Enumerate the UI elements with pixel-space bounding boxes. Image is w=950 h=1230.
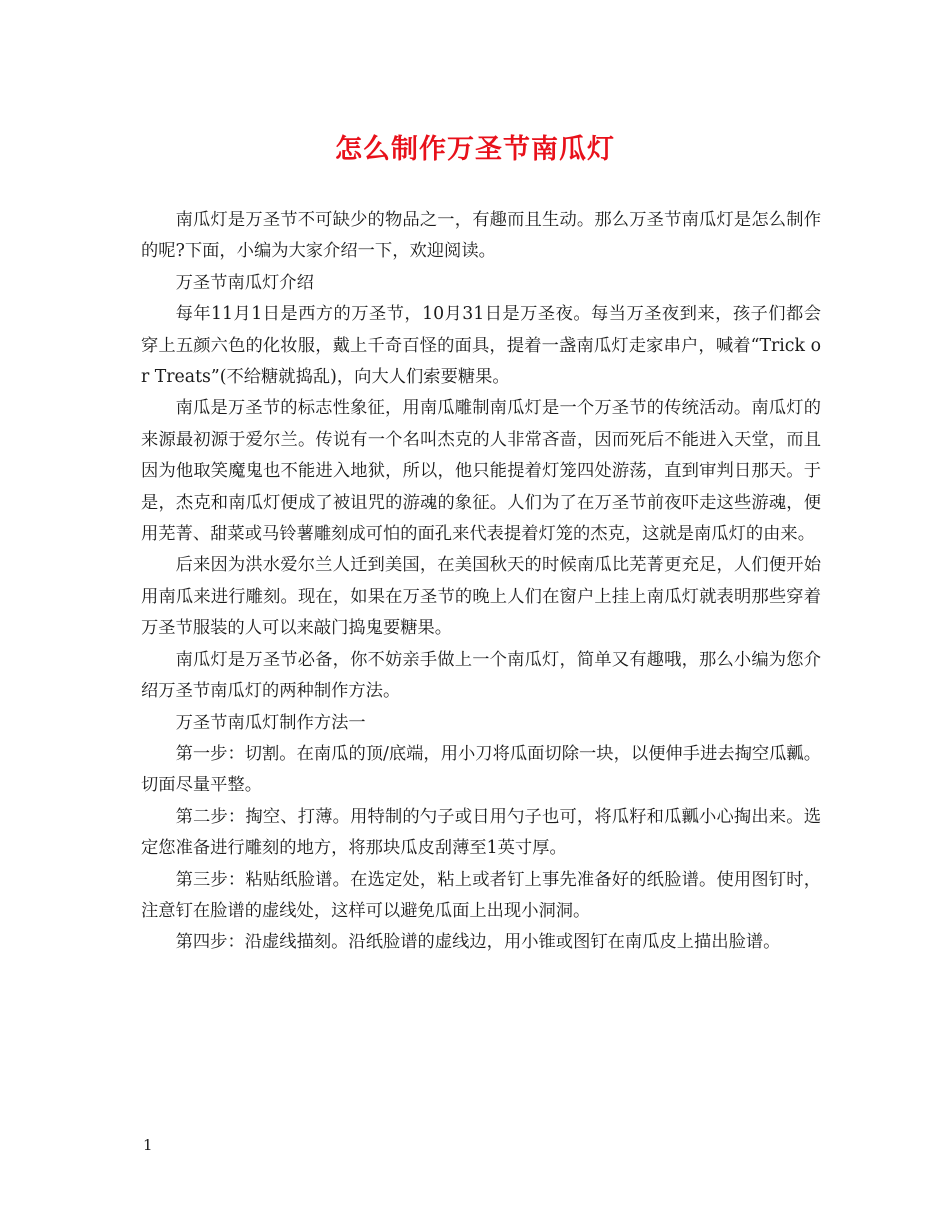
page-number: 1 [143,1136,153,1154]
paragraph-origin-legend: 南瓜是万圣节的标志性象征，用南瓜雕制南瓜灯是一个万圣节的传统活动。南瓜灯的来源最初源于爱尔兰。传说有一个名叫杰克的人非常吝啬，因而死后不能进入天堂，而且因为他取笑魔鬼也不能进入地狱，所以，他只能提着灯笼四处游荡，直到审判日那天。于是，杰克和南瓜灯便成了被诅咒的游魂的象征。人们为了在万圣节前夜吓走这些游魂，便用芜菁、甜菜或马铃薯雕刻成可怕的面孔来代表提着灯笼的杰克，这就是南瓜灯的由来。 [141,398,821,545]
paragraph-america-pumpkin: 后来因为洪水爱尔兰人迁到美国，在美国秋天的时候南瓜比芜菁更充足，人们便开始用南瓜来进行雕刻。现在，如果在万圣节的晚上人们在窗户上挂上南瓜灯就表明那些穿着万圣节服装的人可以来敲门捣鬼要糖果。 [141,555,821,639]
document-body [141,205,821,959]
section-heading-introduction: 万圣节南瓜灯介绍 [175,272,314,293]
paragraph-halloween-date: 每年11月1日是西方的万圣节，10月31日是万圣夜。每当万圣夜到来，孩子们都会穿上五颜六色的化妆服，戴上千奇百怪的面具，提着一盏南瓜灯走家串户，喊着“Trick or Treats”(不给糖就捣乱)，向大人们索要糖果。 [141,304,821,388]
step-two: 第二步：掏空、打薄。用特制的勺子或日用勺子也可，将瓜籽和瓜瓤小心掏出来。选定您准备进行雕刻的地方，将那块瓜皮刮薄至1英寸厚。 [141,806,821,859]
document-title: 怎么制作万圣节南瓜灯 [335,134,615,165]
step-one: 第一步：切割。在南瓜的顶/底端，用小刀将瓜面切除一块，以便伸手进去掏空瓜瓤。切面尽量平整。 [141,743,821,796]
step-three: 第三步：粘贴纸脸谱。在选定处，粘上或者钉上事先准备好的纸脸谱。使用图钉时，注意钉在脸谱的虚线处，这样可以避免瓜面上出现小洞洞。 [141,869,821,921]
paragraph-make-your-own: 南瓜灯是万圣节必备，你不妨亲手做上一个南瓜灯，简单又有趣哦，那么小编为您介绍万圣节南瓜灯的两种制作方法。 [141,649,821,702]
step-four: 第四步：沿虚线描刻。沿纸脸谱的虚线边，用小锥或图钉在南瓜皮上描出脸谱。 [175,932,781,953]
paragraph-intro: 南瓜灯是万圣节不可缺少的物品之一，有趣而且生动。那么万圣节南瓜灯是怎么制作的呢?下面，小编为大家介绍一下，欢迎阅读。 [141,210,821,262]
section-heading-method-one: 万圣节南瓜灯制作方法一 [175,712,366,733]
